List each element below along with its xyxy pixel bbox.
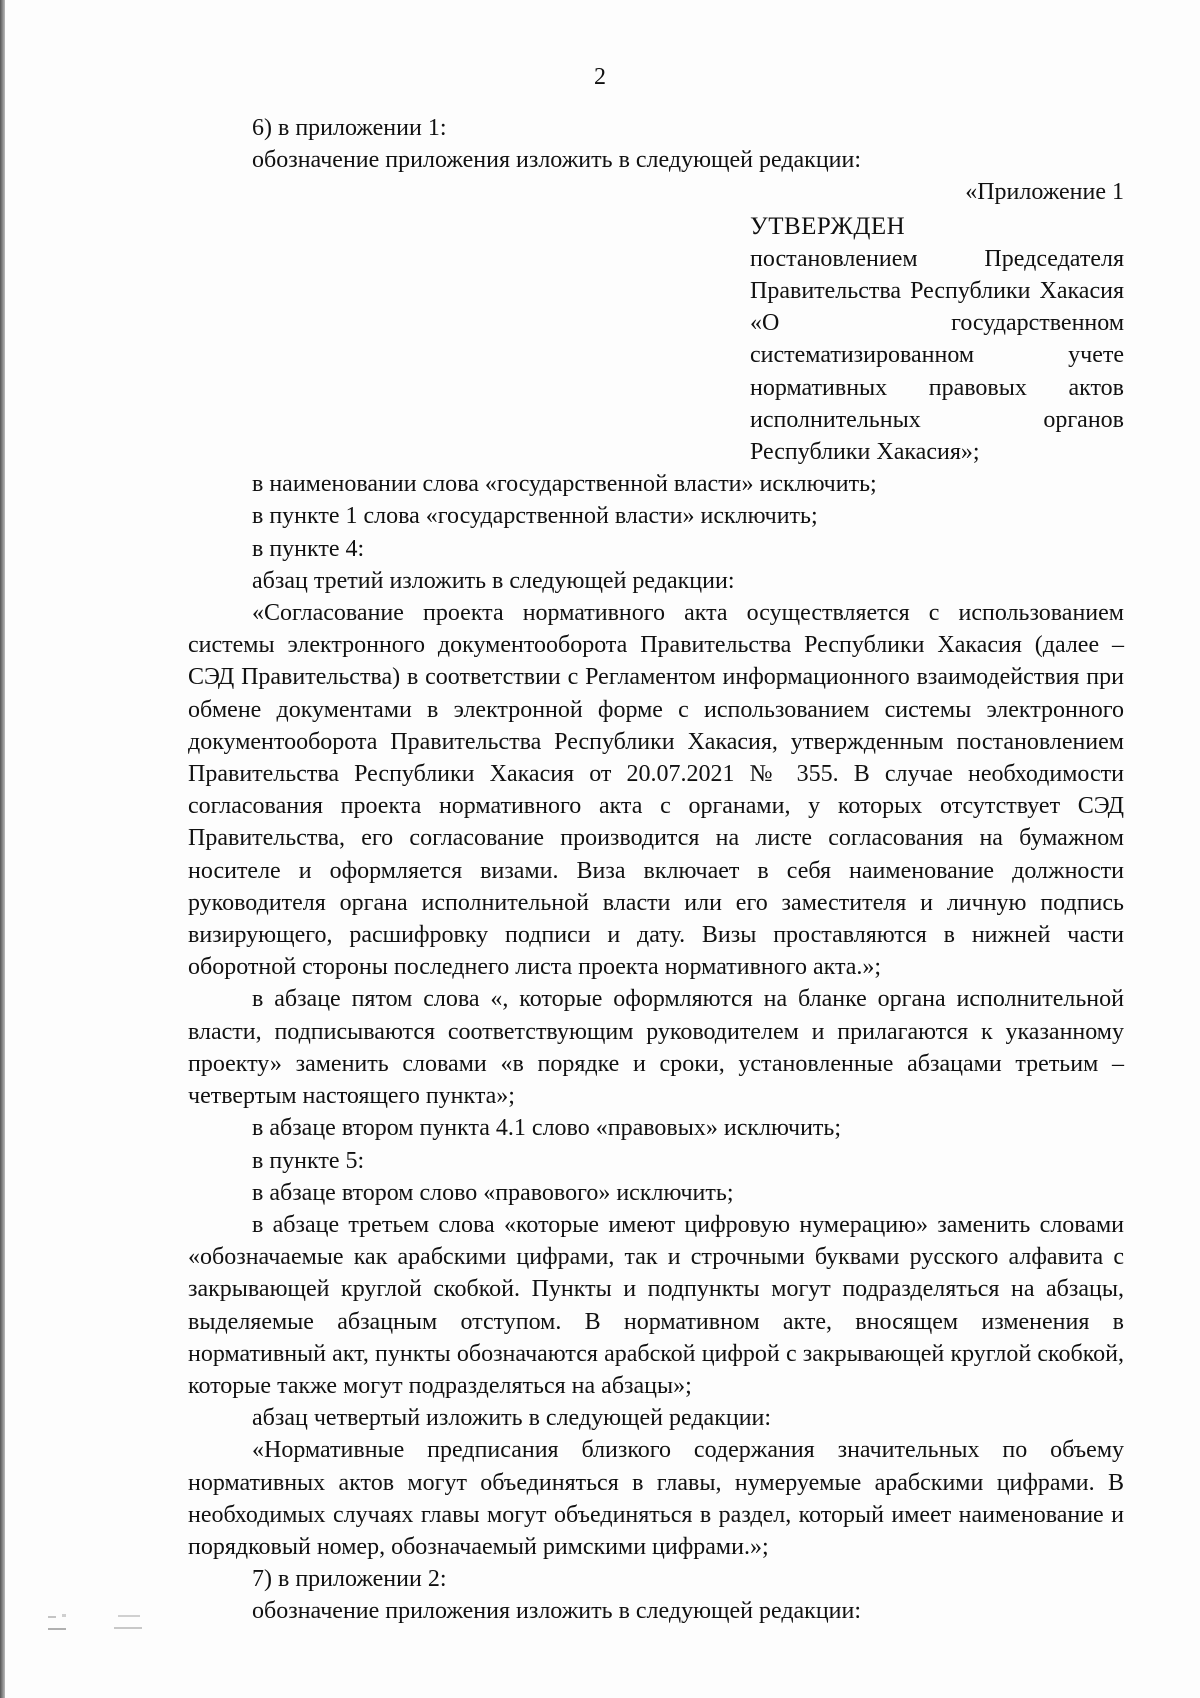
amendment-item-7: 7) в приложении 2:: [252, 1566, 447, 1593]
paragraph: обозначение приложения изложить в следующей редакции:: [252, 1598, 862, 1625]
approval-text: постановлением Председателя Правительства Республики Хакасия «О государственном систематизированном учете нормативных правовых актов исполнительных органов Республики Хакасия»;: [750, 245, 1124, 466]
document-body: [188, 112, 1124, 1628]
paragraph: в наименовании слова «государственной власти» исключить;: [252, 471, 877, 498]
paragraph: в абзаце втором пункта 4.1 слово «правовых» исключить;: [252, 1115, 842, 1142]
scan-edge-shadow: [0, 0, 5, 1698]
paragraph: в пункте 4:: [252, 535, 365, 562]
scan-artifact-mark: [48, 1610, 208, 1644]
paragraph: в абзаце втором слово «правового» исключить;: [252, 1179, 734, 1206]
paragraph: в абзаце пятом слова «, которые оформляются на бланке органа исполнительной власти, подписываются соответствующим руководителем и прилагаются к указанному проекту» заменить словами «в порядке и сроки, установленные абзацами третьим – четвертым настоящего пункта»;: [188, 986, 1124, 1110]
approval-stamp-block: [750, 211, 1124, 469]
page-number: 2: [594, 64, 606, 90]
paragraph: в абзаце третьем слова «которые имеют цифровую нумерацию» заменить словами «обозначаемые как арабскими цифрами, так и строчными буквами русского алфавита с закрывающей круглой скобкой. Пункты и подпункты могут подразделяться на абзацы, выделяемые абзацным отступом. В нормативном акте, вносящем изменения в нормативный акт, пункты обозначаются арабской цифрой с закрывающей круглой скобкой, которые также могут подразделяться на абзацы»;: [188, 1211, 1124, 1399]
paragraph: в пункте 1 слова «государственной власти» исключить;: [252, 503, 818, 530]
paragraph: абзац третий изложить в следующей редакции:: [252, 567, 735, 594]
paragraph-quoted-text: «Нормативные предписания близкого содержания значительных по объему нормативных актов могут объединяться в главы, нумеруемые арабскими цифрами. В необходимых случаях главы могут объединяться в раздел, который имеет наименование и порядковый номер, обозначаемый римскими цифрами.»;: [188, 1437, 1124, 1560]
approval-title: УТВЕРЖДЕН: [750, 212, 906, 240]
appendix-designation-line: обозначение приложения изложить в следующей редакции:: [252, 147, 862, 174]
paragraph: абзац четвертый изложить в следующей редакции:: [252, 1405, 772, 1432]
paragraph: в пункте 5:: [252, 1147, 365, 1174]
appendix-label: «Приложение 1: [965, 179, 1124, 206]
paragraph-quoted-text: «Согласование проекта нормативного акта осуществляется с использованием системы электронного документооборота Правительства Республики Хакасия (далее – СЭД Правительства) в соответствии с Регламентом информационного взаимодействия при обмене документами в электронной форме с использованием системы электронного документооборота Правительства Республики Хакасия, утвержденным постановлением Правительства Республики Хакасия от 20.07.2021 № 355. В случае необходимости согласования проекта нормативного акта с органами, у которых отсутствует СЭД Правительства, его согласование производится на листе согласования на бумажном носителе и оформляется визами. Виза включает в себя наименование должности руководителя органа исполнительной власти или его заместителя и личную подпись визирующего, расшифровку подписи и дату. Визы проставляются в нижней части оборотной стороны последнего листа проекта нормативного акта.»;: [188, 600, 1124, 981]
amendment-item-6: 6) в приложении 1:: [252, 115, 447, 141]
